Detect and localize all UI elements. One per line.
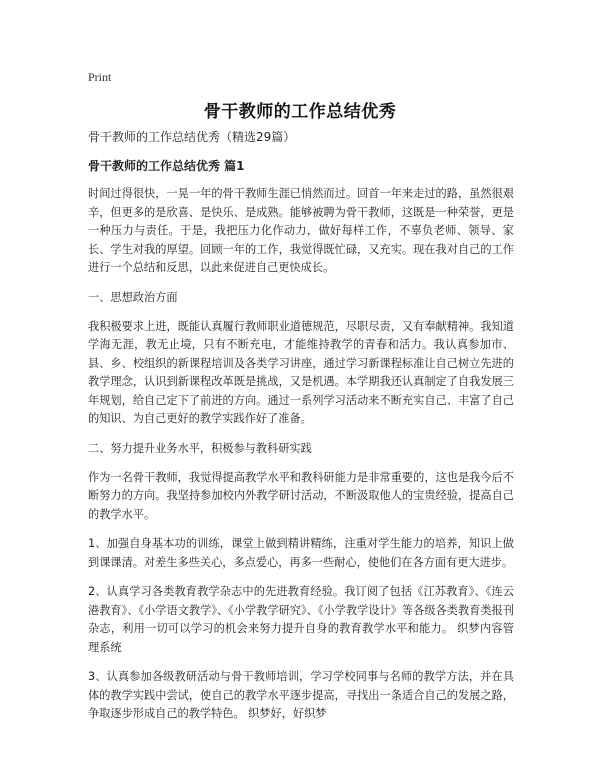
paragraph-item-3: 3、认真参加各级教研活动与骨干教师培训，学习学校同事与名师的教学方法，并在具体的教学实践中尝试，使自己的教学水平逐步提高，寻找出一条适合自己的发展之路，争取逐步形成自己的教学特色。 织梦好，好织梦 [88, 670, 514, 720]
paragraph-intro: 时间过得很快，一晃一年的骨干教师生涯已悄然而过。回首一年来走过的路，虽然很艰辛，但更多的是欣喜、是快乐、是成熟。能够被聘为骨干教师，这既是一种荣誉，更是一种压力与责任。于是，我把压力化作动力，做好每样工作，不辜负老师、领导、家长、学生对我的厚望。回顾一年的工作，我觉得既忙碌，又充实。现在我对自己的工作进行一个总结和反思，以此来促进自己更快成长。 [88, 187, 514, 274]
paragraph-item-1: 1、加强自身基本功的训练，课堂上做到精讲精练，注重对学生能力的培养，知识上做到课课清。对差生多些关心，多点爱心，再多一些耐心，使他们在各方面有更大进步。 [88, 537, 514, 569]
document-title: 骨干教师的工作总结优秀 [203, 102, 397, 122]
paragraph-political: 我积极要求上进，既能认真履行教师职业道德规范，尽职尽责，又有奉献精神。我知道学海无涯，教无止境，只有不断充电，才能维持教学的青春和活力。我认真参加市、县、乡、校组织的新课程培训及各类学习讲座，通过学习新课程标准让自己树立先进的教学理念，认识到新课程改革既是挑战，又是机遇。本学期我还认真制定了自我发展三年规划，给自己定下了前进的方向。通过一系列学习活动来不断充实自己、丰富了自己的知识、为自己更好的教学实践作好了准备。 [88, 319, 514, 425]
section-title: 骨干教师的工作总结优秀 篇1 [88, 159, 245, 173]
document-subtitle: 骨干教师的工作总结优秀（精选29篇） [88, 130, 296, 144]
paragraph-professional: 作为一名骨干教师，我觉得提高教学水平和教科研能力是非常重要的，这也是我今后不断努力的方向。我坚持参加校内外教学研讨活动，不断汲取他人的宝贵经验，提高自己的教学水平。 [88, 470, 514, 521]
paragraph-item-2: 2、认真学习各类教育教学杂志中的先进教育经验。我订阅了包括《江苏教育》、《连云港教育》、《小学语文教学》、《小学教学研究》、《小学教学设计》等各级各类教育类报刊杂志，利用一切可以学习的机会来努力提升自身的教育教学水平和能力。 织梦内容管理系统 [88, 585, 514, 654]
print-link[interactable]: Print [88, 70, 112, 84]
heading-professional: 二、努力提升业务水平，积极参与教科研实践 [88, 441, 312, 455]
heading-political: 一、思想政治方面 [88, 290, 178, 304]
document-body [88, 128, 514, 735]
